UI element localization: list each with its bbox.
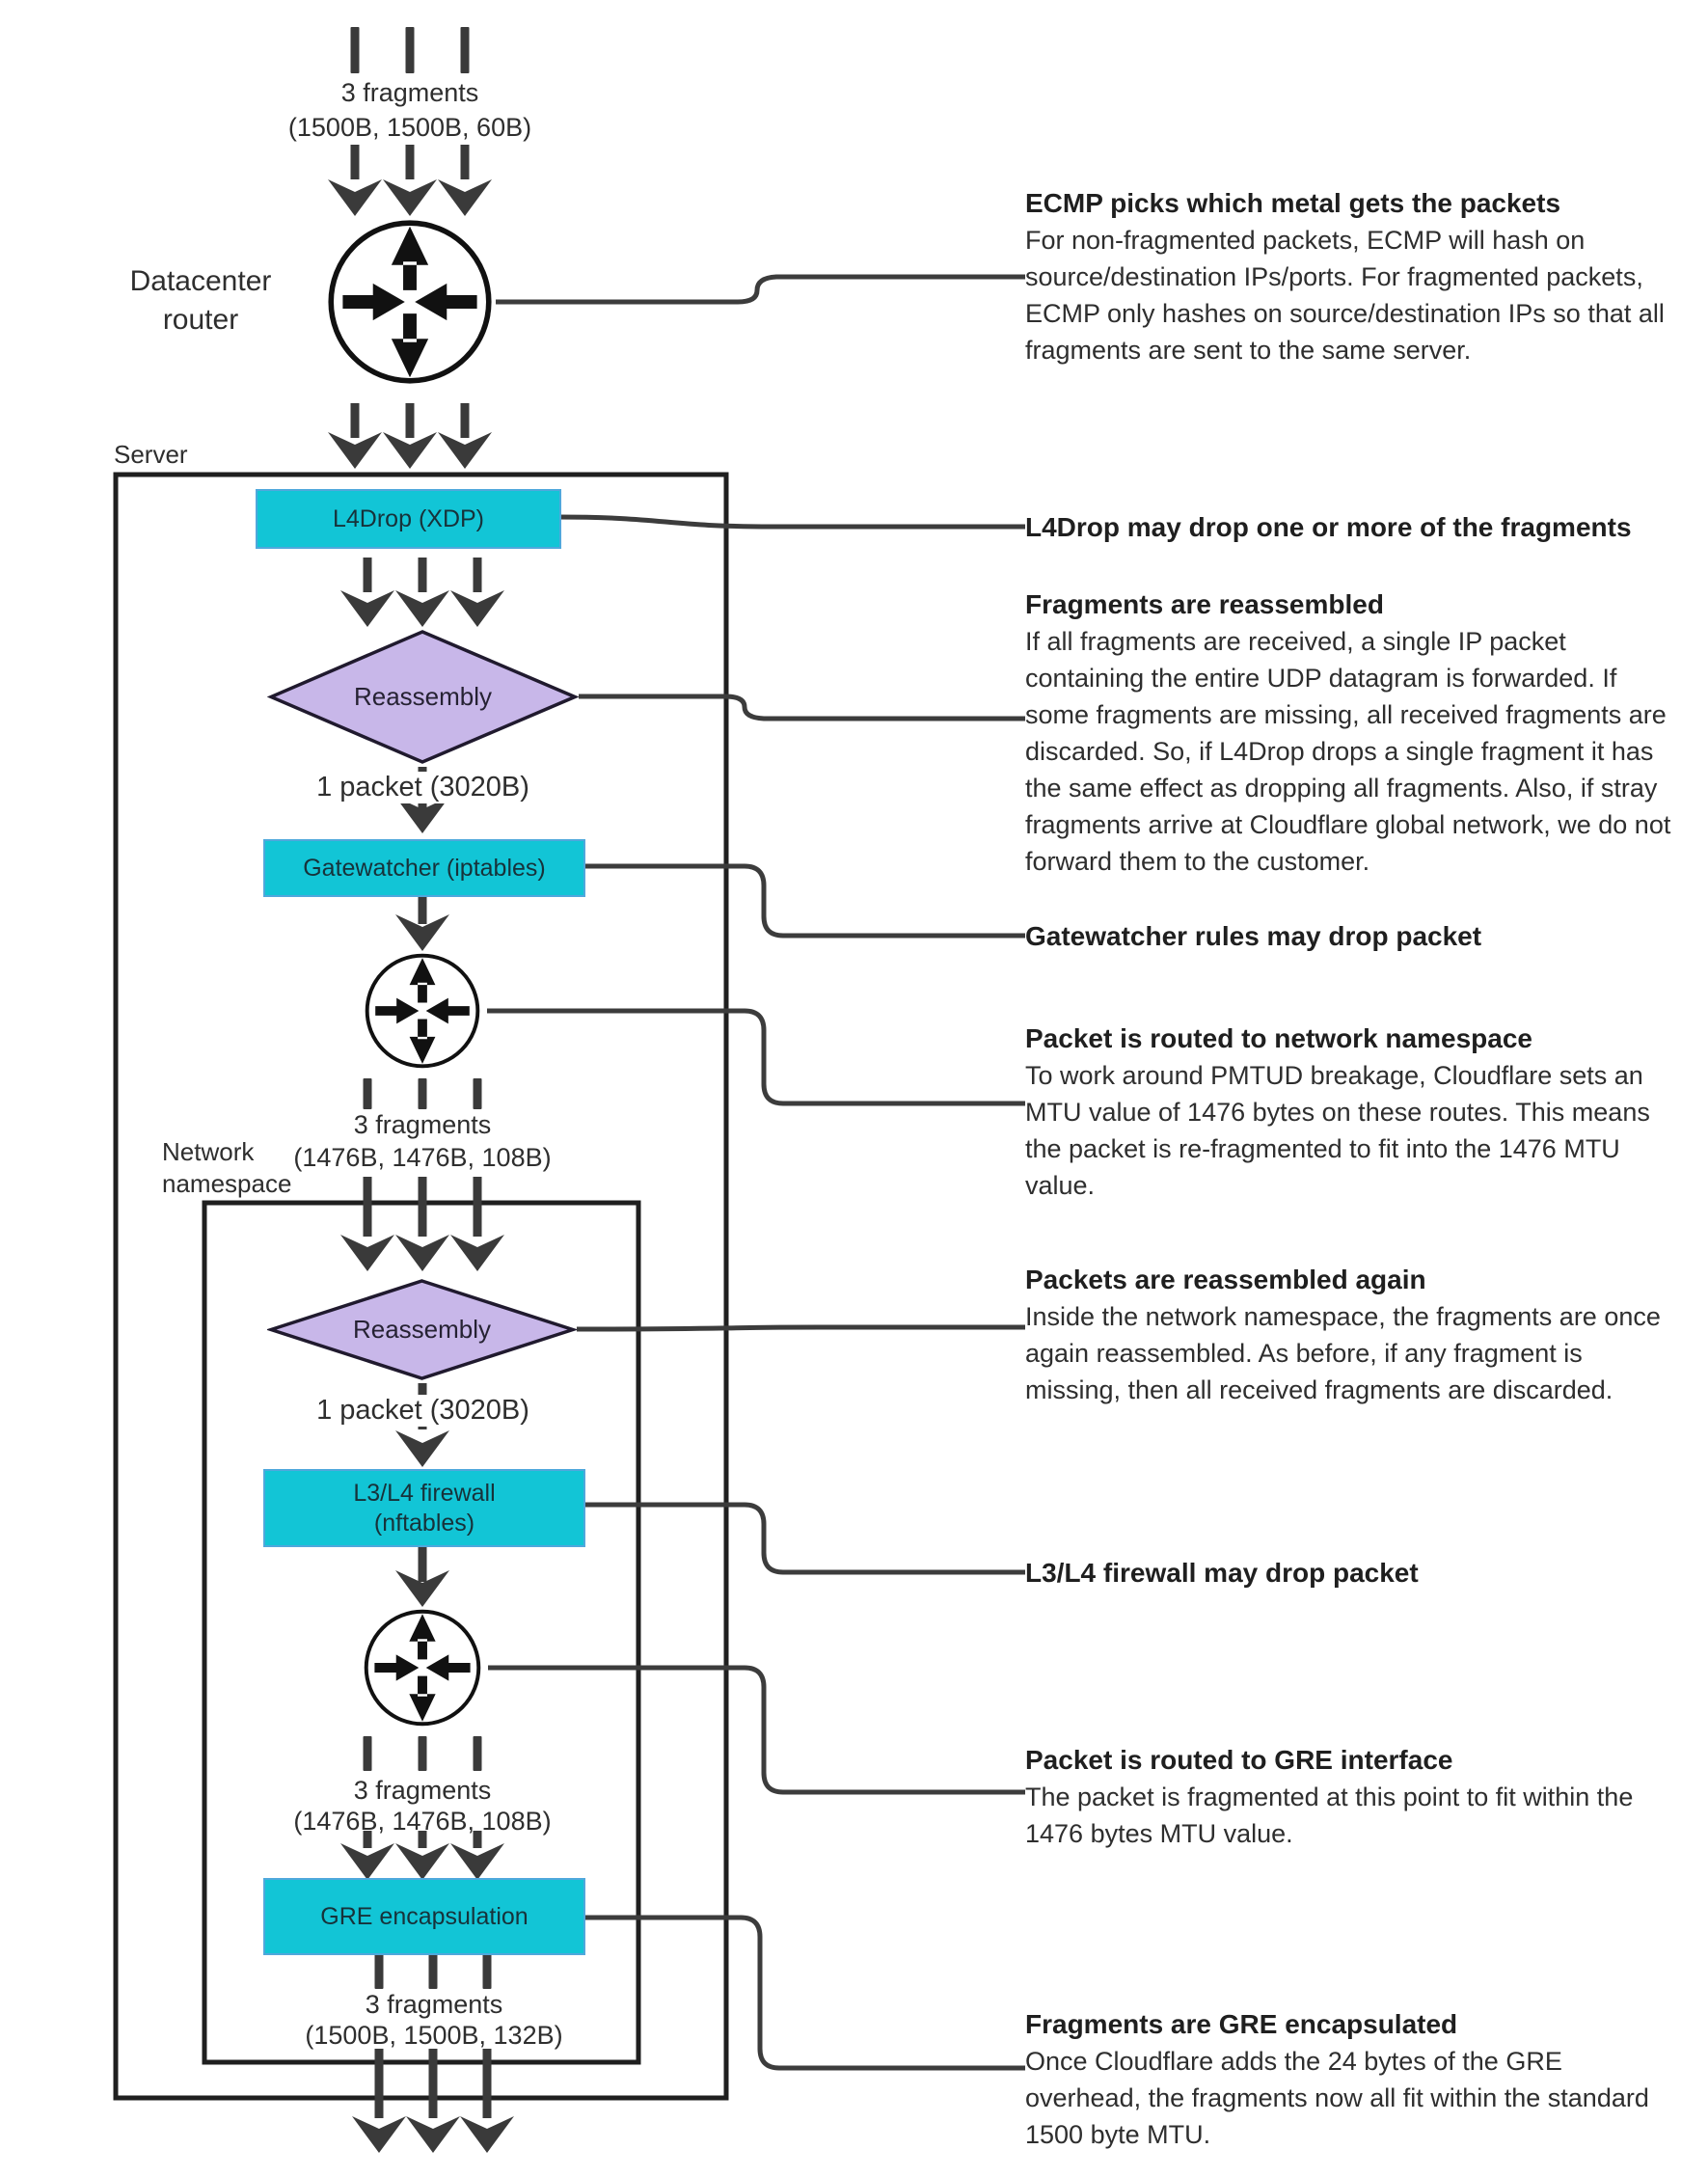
connector-firewall: [582, 1505, 1025, 1572]
packet1-label: 1 packet (3020B): [299, 772, 547, 803]
annotation-body: The packet is fragmented at this point to fit within the 1476 bytes MTU value.: [1025, 1782, 1634, 1848]
fragments1-sizes: (1500B, 1500B, 60B): [287, 113, 532, 142]
annotation-heading: Packet is routed to network namespace: [1025, 1023, 1532, 1053]
arrow-gatewatcher-to-router: [395, 895, 449, 951]
connector-reassembly1: [579, 696, 1025, 719]
annotation-routed-namespace: [1025, 1020, 1681, 1204]
fragments4-sizes: (1500B, 1500B, 132B): [305, 2021, 563, 2050]
fragments4-label: 3 fragments: [365, 1990, 503, 2019]
annotation-body: Inside the network namespace, the fragments are once again reassembled. As before, if any fragment is missing, then all received fragments are discarded.: [1025, 1302, 1661, 1404]
annotation-firewall: [1025, 1555, 1681, 1592]
gre-label: GRE encapsulation: [320, 1902, 529, 1930]
arrows-into-router: [328, 145, 492, 216]
reassembly2-diamond: [267, 1278, 577, 1381]
packet2-label: 1 packet (3020B): [299, 1395, 547, 1427]
annotation-heading: Packets are reassembled again: [1025, 1265, 1426, 1294]
firewall-label-line1: L3/L4 firewall: [353, 1479, 496, 1507]
gre-route-router-icon: [366, 1612, 479, 1725]
arrows-router-to-server: [328, 403, 492, 469]
network-namespace-label: Network namespace: [162, 1137, 292, 1198]
annotation-reassembled-again: [1025, 1262, 1681, 1408]
annotation-heading: ECMP picks which metal gets the packets: [1025, 188, 1561, 218]
fragment-bars-4: [375, 1954, 492, 1989]
l4drop-label: L4Drop (XDP): [333, 504, 484, 532]
fragments3-sizes: (1476B, 1476B, 108B): [293, 1807, 552, 1836]
gatewatcher-label: Gatewatcher (iptables): [303, 854, 546, 882]
annotation-body: Once Cloudflare adds the 24 bytes of the GRE overhead, the fragments now all fit within the standard 1500 byte MTU.: [1025, 2047, 1649, 2149]
annotation-heading: Fragments are reassembled: [1025, 589, 1384, 619]
fragments3-label: 3 fragments: [353, 1776, 492, 1805]
connector-gre-route: [488, 1668, 1025, 1792]
connector-ecmp: [496, 277, 1025, 302]
annotation-heading: Fragments are GRE encapsulated: [1025, 2009, 1458, 2039]
annotation-body: If all fragments are received, a single IP packet containing the entire UDP datagram is forwarded. If some fragments are missing, all received fragments are discarded. So, if L4Drop drops a single fragment it has the same effect as dropping all fragments. Also, if stray fragments arrive at Cloudflare global network, we do not forward them to the customer.: [1025, 627, 1671, 876]
connector-l4drop: [557, 517, 1025, 527]
namespace-route-router-icon: [367, 956, 478, 1067]
annotation-reassembled: [1025, 586, 1681, 880]
gre-box: [263, 1878, 585, 1955]
annotation-heading: L4Drop may drop one or more of the fragments: [1025, 512, 1632, 542]
arrows-into-gre: [340, 1831, 504, 1880]
connector-reassembly2: [577, 1327, 1025, 1329]
arrows-exiting-server: [352, 2049, 514, 2153]
top-fragment-bars: [351, 27, 470, 73]
annotation-heading: L3/L4 firewall may drop packet: [1025, 1558, 1419, 1588]
reassembly1-diamond: [267, 629, 579, 765]
datacenter-router-label: Datacenter router: [129, 265, 272, 336]
arrows-l4drop-to-reassembly: [340, 558, 504, 627]
reassembly1-label: Reassembly: [353, 682, 493, 711]
l4drop-box: [256, 489, 561, 549]
fragment-bars-3: [364, 1736, 482, 1771]
annotation-body: To work around PMTUD breakage, Cloudflare sets an MTU value of 1476 bytes on these routes. This means the packet is re-fragmented to fit into the 1476 MTU value.: [1025, 1061, 1650, 1200]
annotation-heading: Packet is routed to GRE interface: [1025, 1745, 1453, 1775]
annotation-heading: Gatewatcher rules may drop packet: [1025, 921, 1482, 951]
annotation-body: For non-fragmented packets, ECMP will hash on source/destination IPs/ports. For fragmented packets, ECMP only hashes on source/destination IPs so that all fragments are sent to the same server.: [1025, 226, 1665, 365]
gatewatcher-box: [263, 839, 585, 897]
fragments2-label: 3 fragments: [353, 1110, 492, 1139]
arrow-firewall-to-router: [395, 1545, 449, 1607]
annotation-l4drop: [1025, 509, 1681, 546]
annotation-routed-gre: [1025, 1742, 1681, 1852]
connector-route-namespace: [487, 1011, 1025, 1103]
arrows-into-namespace: [340, 1177, 504, 1271]
annotation-ecmp: [1025, 185, 1681, 368]
fragments2-sizes: (1476B, 1476B, 108B): [293, 1143, 552, 1172]
firewall-label-line2: (nftables): [373, 1509, 475, 1537]
fragments1-label: 3 fragments: [340, 78, 479, 107]
connector-gatewatcher: [582, 866, 1025, 936]
firewall-box: [263, 1469, 585, 1547]
annotation-gatewatcher: [1025, 918, 1681, 955]
datacenter-router-icon: [331, 223, 489, 381]
server-label: Server: [114, 440, 188, 469]
reassembly2-label: Reassembly: [352, 1315, 492, 1344]
connector-gre-encap: [582, 1918, 1025, 2068]
annotation-gre-encapsulated: [1025, 2006, 1681, 2153]
fragment-bars-2: [364, 1078, 482, 1109]
